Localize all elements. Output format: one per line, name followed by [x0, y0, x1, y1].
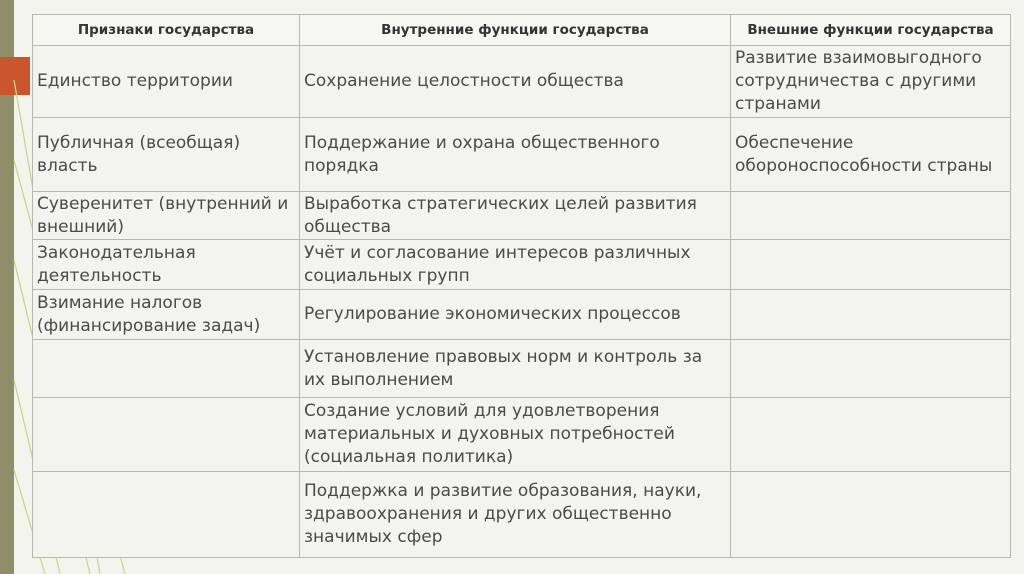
cell-internal: Сохранение целостности общества — [300, 46, 731, 118]
cell-internal: Учёт и согласование интересов различных социальных групп — [300, 240, 731, 290]
cell-internal: Регулирование экономических процессов — [300, 290, 731, 340]
cell-external: Развитие взаимовыгодного сотрудничества с другими странами — [731, 46, 1011, 118]
cell-feature: Законодательная деятельность — [33, 240, 300, 290]
cell-internal: Выработка стратегических целей развития общества — [300, 192, 731, 240]
table-row — [33, 472, 1011, 558]
cell-internal: Поддержание и охрана общественного порядка — [300, 118, 731, 192]
table-row — [33, 290, 1011, 340]
cell-external — [731, 192, 1011, 240]
cell-feature: Суверенитет (внутренний и внешний) — [33, 192, 300, 240]
cell-external — [731, 472, 1011, 558]
cell-internal: Установление правовых норм и контроль за их выполнением — [300, 340, 731, 398]
table-row — [33, 398, 1011, 472]
table-row — [33, 340, 1011, 398]
header-internal-functions: Внутренние функции государства — [300, 15, 731, 46]
cell-feature: Публичная (всеобщая) власть — [33, 118, 300, 192]
cell-feature — [33, 340, 300, 398]
cell-external — [731, 290, 1011, 340]
cell-feature — [33, 472, 300, 558]
header-external-functions: Внешние функции государства — [731, 15, 1011, 46]
table-header-row — [33, 15, 1011, 46]
cell-external: Обеспечение обороноспособности страны — [731, 118, 1011, 192]
cell-external — [731, 340, 1011, 398]
cell-feature: Взимание налогов (финансирование задач) — [33, 290, 300, 340]
cell-external — [731, 240, 1011, 290]
accent-block — [0, 57, 30, 95]
cell-feature — [33, 398, 300, 472]
cell-external — [731, 398, 1011, 472]
table-row — [33, 46, 1011, 118]
cell-feature: Единство территории — [33, 46, 300, 118]
cell-internal: Поддержка и развитие образования, науки, здравоохранения и других общественно значимых сфер — [300, 472, 731, 558]
state-functions-table — [32, 14, 1011, 558]
cell-internal: Создание условий для удовлетворения материальных и духовных потребностей (социальная политика) — [300, 398, 731, 472]
table-row — [33, 192, 1011, 240]
table-row — [33, 240, 1011, 290]
header-features: Признаки государства — [33, 15, 300, 46]
table-row — [33, 118, 1011, 192]
